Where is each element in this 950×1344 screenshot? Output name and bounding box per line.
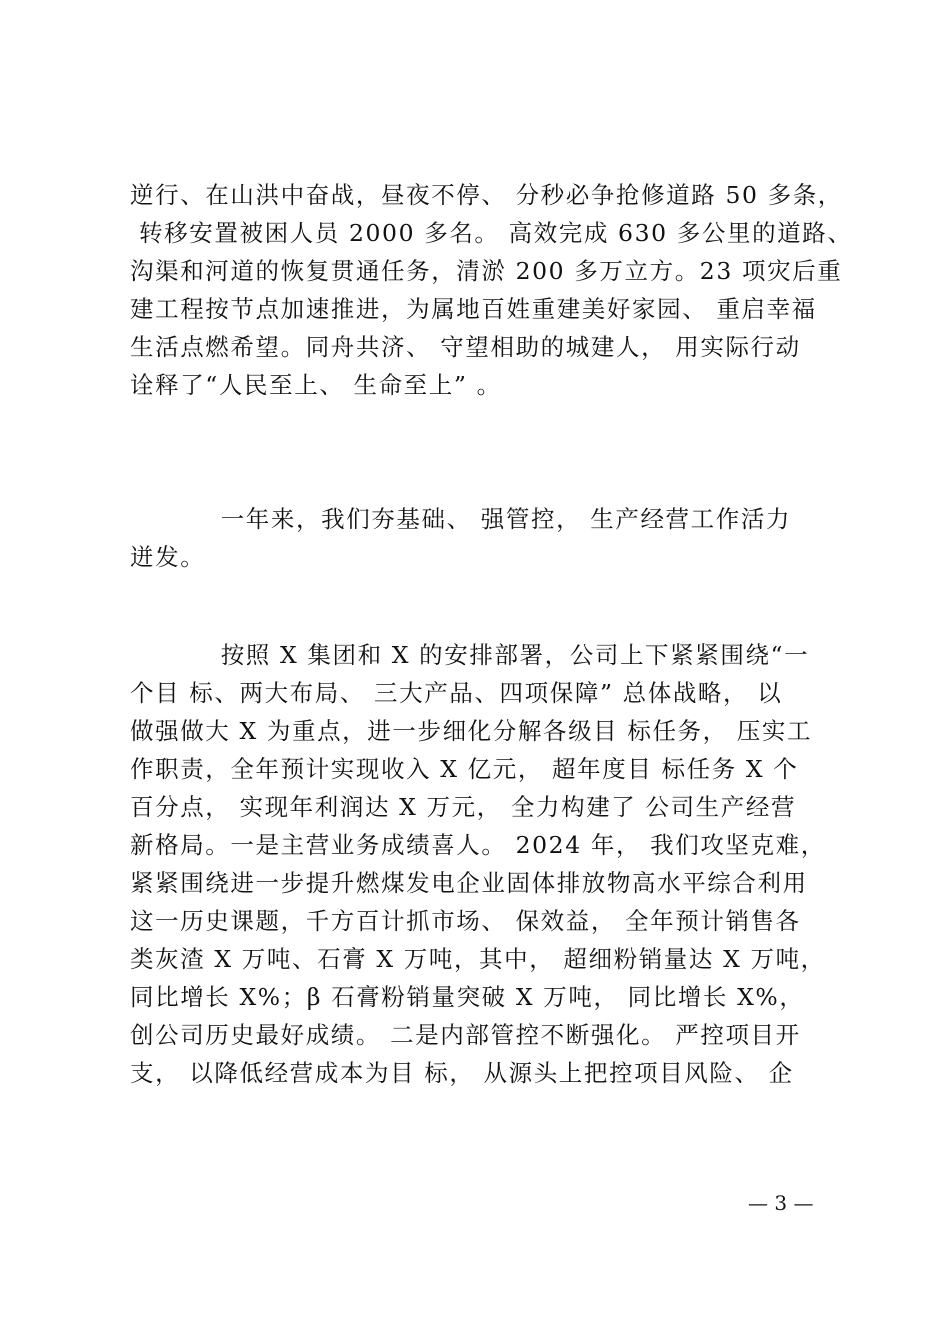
text-line: 转移安置被困人员 2000 多名。 高效完成 630 多公里的道路、 xyxy=(130,219,853,247)
text-line: 同比增长 X%；β 石膏粉销量突破 X 万吨， 同比增长 X%， xyxy=(130,983,805,1011)
paragraph-production-operations xyxy=(130,636,830,1092)
text-line: 逆行、在山洪中奋战，昼夜不停、 分秒必争抢修道路 50 多条， xyxy=(130,181,843,209)
text-line: 生活点燃希望。同舟共济、 守望相助的城建人， 用实际行动 xyxy=(130,333,801,361)
text-line: 诠释了“人民至上、 生命至上” 。 xyxy=(130,371,502,399)
text-line: 按照 X 集团和 X 的安排部署，公司上下紧紧围绕“一 xyxy=(130,641,810,669)
text-line: 个目 标、两大布局、 三大产品、四项保障” 总体战略， 以 xyxy=(130,679,783,707)
text-line: 支， 以降低经营成本为目 标， 从源头上把控项目风险、 企 xyxy=(130,1059,794,1087)
text-line: 建工程按节点加速推进，为属地百姓重建美好家园、 重启幸福 xyxy=(130,295,817,323)
text-line: 新格局。一是主营业务成绩喜人。 2024 年， 我们攻坚克难， xyxy=(130,831,826,859)
text-line: 沟渠和河道的恢复贯通任务，清淤 200 多万立方。23 项灾后重 xyxy=(130,257,843,285)
paragraph-section-heading xyxy=(130,500,830,576)
text-line: 做强做大 X 为重点，进一步细化分解各级目 标任务， 压实工 xyxy=(130,717,813,745)
text-line: 类灰渣 X 万吨、石膏 X 万吨，其中， 超细粉销量达 X 万吨， xyxy=(130,945,826,973)
paragraph-disaster-relief xyxy=(130,176,853,404)
text-line: 这一历史课题，千方百计抓市场、 保效益， 全年预计销售各 xyxy=(130,907,801,935)
page-number: — 3 — xyxy=(748,1191,814,1215)
text-line: 创公司历史最好成绩。 二是内部管控不断强化。 严控项目开 xyxy=(130,1021,801,1049)
text-line: 作职责，全年预计实现收入 X 亿元， 超年度目 标任务 X 个 xyxy=(130,755,799,783)
text-line: 紧紧围绕进一步提升燃煤发电企业固体排放物高水平综合利用 xyxy=(130,869,808,897)
text-line: 迸发。 xyxy=(130,543,206,571)
text-line: 百分点， 实现年利润达 X 万元， 全力构建了 公司生产经营 xyxy=(130,793,797,821)
text-line: 一年来，我们夯基础、 强管控， 生产经营工作活力 xyxy=(130,505,792,533)
